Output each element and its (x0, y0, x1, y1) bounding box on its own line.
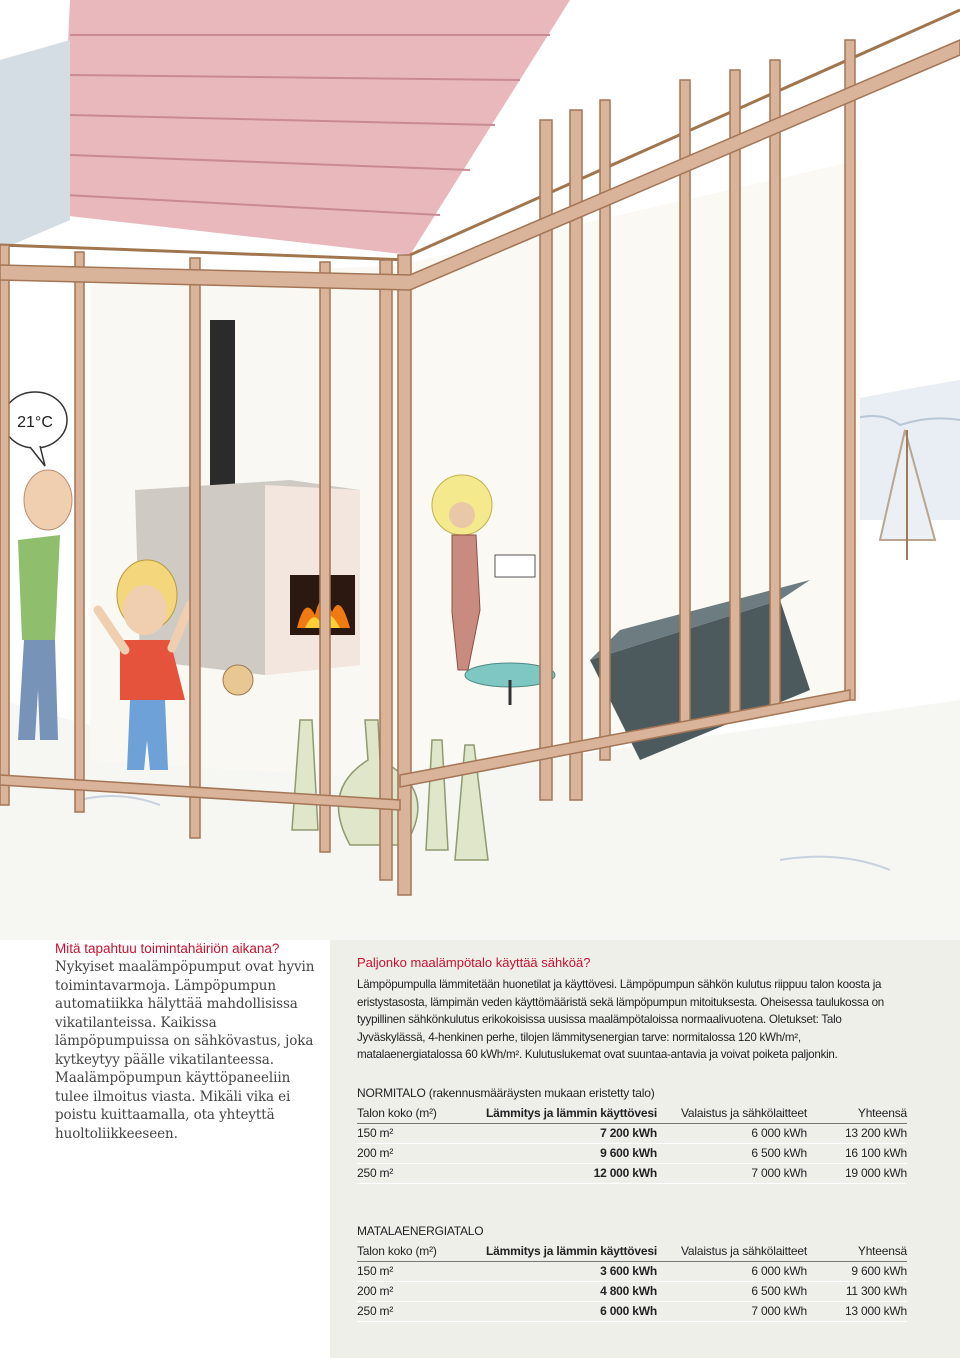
normitalo-subtitle: (rakennusmääräysten mukaan eristetty talo) (428, 1086, 655, 1100)
table-header-row (357, 1242, 907, 1262)
column-header: Talon koko (m²) (357, 1242, 467, 1262)
matalaenergia-table (357, 1242, 907, 1322)
normitalo-table-block (357, 1086, 907, 1184)
column-header: Lämmitys ja lämmin käyttövesi (467, 1242, 657, 1262)
column-header: Valaistus ja sähkölaitteet (657, 1104, 807, 1124)
table-cell: 7 000 kWh (657, 1302, 807, 1322)
table-cell: 6 500 kWh (657, 1144, 807, 1164)
table-cell: 7 200 kWh (467, 1124, 657, 1144)
table-header-row (357, 1104, 907, 1124)
table-row (357, 1262, 907, 1282)
table-cell: 150 m² (357, 1262, 467, 1282)
table-cell: 13 200 kWh (807, 1124, 907, 1144)
info-panel (330, 940, 960, 1358)
column-header: Yhteensä (807, 1104, 907, 1124)
column-header: Talon koko (m²) (357, 1104, 467, 1124)
normitalo-title-text: NORMITALO (357, 1086, 426, 1100)
table-cell: 6 500 kWh (657, 1282, 807, 1302)
table-row (357, 1144, 907, 1164)
table-cell: 250 m² (357, 1302, 467, 1322)
table-row (357, 1164, 907, 1184)
table-cell: 9 600 kWh (467, 1144, 657, 1164)
table-cell: 4 800 kWh (467, 1282, 657, 1302)
table-row (357, 1124, 907, 1144)
table-cell: 150 m² (357, 1124, 467, 1144)
table-cell: 19 000 kWh (807, 1164, 907, 1184)
table-cell: 12 000 kWh (467, 1164, 657, 1184)
table-cell: 250 m² (357, 1164, 467, 1184)
normitalo-table (357, 1104, 907, 1184)
column-header: Yhteensä (807, 1242, 907, 1262)
table-cell: 6 000 kWh (657, 1262, 807, 1282)
sidebar-body: Nykyiset maalämpöpumput ovat hyvin toimintavarmoja. Lämpöpumpun automatiikka hälyttää mahdollisissa vikatilanteissa. Kaikissa lämpöpumpuissa on sähkövastus, joka kytkeytyy päälle vikatilanteessa. Maalämpöpumpun käyttöpaneeliin tulee ilmoitus viasta. Mikäli vika ei poistu kuittaamalla, ota yhteyttä huoltoliikkeeseen. (55, 959, 315, 1142)
panel-heading: Paljonko maalämpötalo käyttää sähköä? (357, 955, 591, 970)
table-row (357, 1302, 907, 1322)
table-cell: 11 300 kWh (807, 1282, 907, 1302)
table-cell: 200 m² (357, 1144, 467, 1164)
column-header: Valaistus ja sähkölaitteet (657, 1242, 807, 1262)
table-cell: 9 600 kWh (807, 1262, 907, 1282)
table-cell: 16 100 kWh (807, 1144, 907, 1164)
table-cell: 200 m² (357, 1282, 467, 1302)
sidebar (55, 940, 325, 1143)
table-cell: 6 000 kWh (467, 1302, 657, 1322)
table-cell: 6 000 kWh (657, 1124, 807, 1144)
column-header: Lämmitys ja lämmin käyttövesi (467, 1104, 657, 1124)
table-cell: 13 000 kWh (807, 1302, 907, 1322)
matalaenergia-title: MATALAENERGIATALO (357, 1224, 484, 1238)
temperature-label: 21°C (17, 414, 53, 431)
table-cell: 7 000 kWh (657, 1164, 807, 1184)
panel-intro-block (357, 955, 907, 1064)
panel-intro (357, 976, 907, 1064)
table-row (357, 1282, 907, 1302)
matalaenergia-table-block (357, 1224, 907, 1322)
panel-paragraph: Lämpöpumpulla lämmitetään huonetilat ja käyttövesi. Lämpöpumpun sähkön kulutus riippuu talon koosta ja eristystasosta, lämpimän veden käyttömääristä sekä lämpöpumpun mitoituksesta. Oheisessa taulukossa on tyypillinen sähkönkulutus erikokoisissa uusissa maalämpötaloissa normaalivuotena. Oletukset: Talo Jyväskylässä, 4-henkinen perhe, tilojen lämmitysenergian tarve: normitalossa 120 kWh/m², matalaenergiatalossa 60 kWh/m². Kulutuslukemat ovat suuntaa-antavia ja voivat poiketa paljonkin. (357, 978, 885, 1061)
sidebar-heading: Mitä tapahtuu toimintahäiriön aikana? (55, 941, 280, 956)
table-cell: 3 600 kWh (467, 1262, 657, 1282)
normitalo-title (357, 1086, 907, 1100)
